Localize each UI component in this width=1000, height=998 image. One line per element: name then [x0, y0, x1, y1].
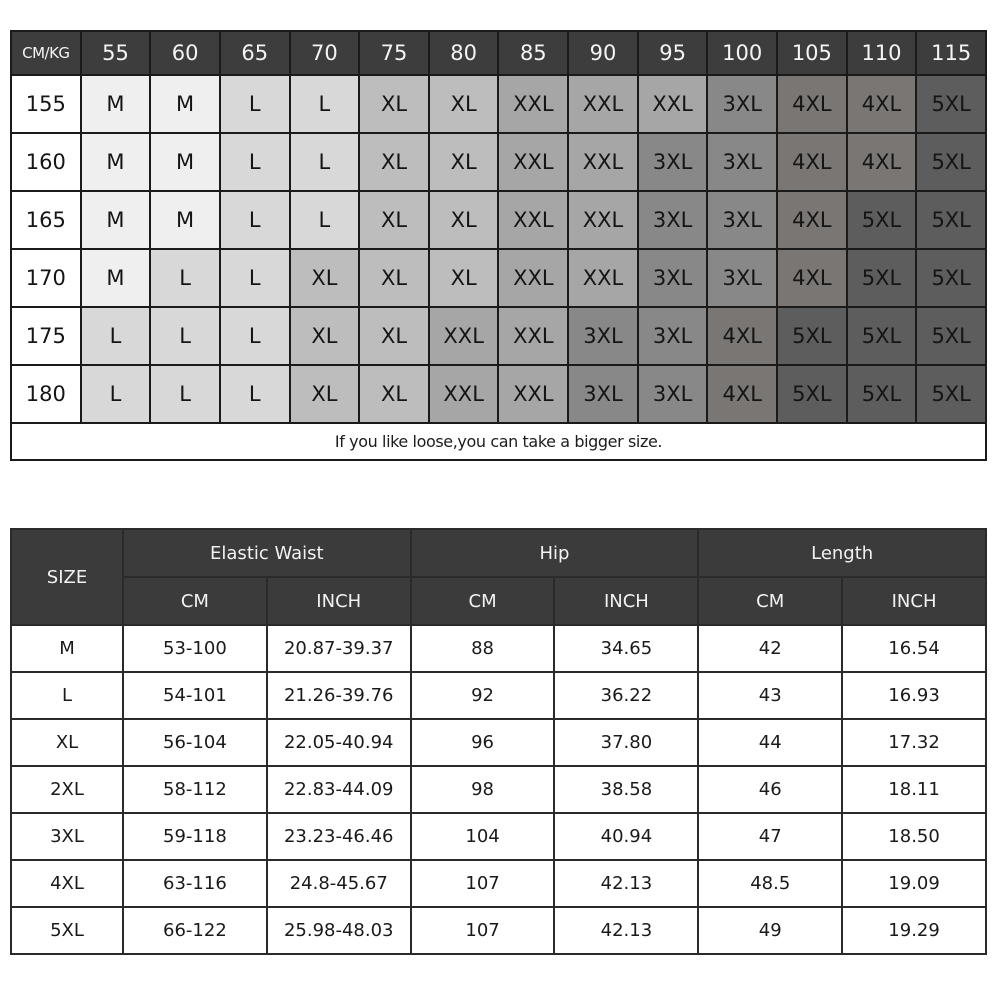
- size-cell: L: [290, 133, 360, 191]
- measurement-cell: 63-116: [123, 860, 267, 907]
- weight-column-header: 90: [568, 31, 638, 75]
- measurement-cell: 20.87-39.37: [267, 625, 411, 672]
- size-label: 4XL: [11, 860, 123, 907]
- measurement-cell: 44: [698, 719, 842, 766]
- size-cell: XL: [290, 307, 360, 365]
- size-cell: 3XL: [568, 307, 638, 365]
- size-cell: M: [81, 75, 151, 133]
- weight-column-header: 60: [150, 31, 220, 75]
- size-cell: L: [220, 133, 290, 191]
- size-cell: M: [81, 133, 151, 191]
- measurement-cell: 92: [411, 672, 555, 719]
- height-row: [11, 191, 986, 249]
- weight-column-header: 105: [777, 31, 847, 75]
- height-weight-size-chart: [10, 30, 987, 461]
- measurement-cell: 48.5: [698, 860, 842, 907]
- unit-header: CM: [123, 577, 267, 625]
- size-cell: XXL: [568, 249, 638, 307]
- measurement-cell: 53-100: [123, 625, 267, 672]
- corner-label: CM/KG: [11, 31, 81, 75]
- size-cell: 4XL: [707, 365, 777, 423]
- height-label: 170: [11, 249, 81, 307]
- height-row: [11, 133, 986, 191]
- size-cell: 4XL: [847, 133, 917, 191]
- measurement-cell: 104: [411, 813, 555, 860]
- sizing-note: If you like loose,you can take a bigger size.: [11, 423, 986, 460]
- measurement-cell: 88: [411, 625, 555, 672]
- size-cell: 3XL: [707, 191, 777, 249]
- size-cell: 5XL: [916, 365, 986, 423]
- size-cell: 3XL: [707, 133, 777, 191]
- unit-header: INCH: [842, 577, 986, 625]
- size-cell: M: [81, 191, 151, 249]
- measurement-cell: 18.11: [842, 766, 986, 813]
- size-cell: 3XL: [707, 75, 777, 133]
- measurement-cell: 42: [698, 625, 842, 672]
- measurement-cell: 24.8-45.67: [267, 860, 411, 907]
- measurement-cell: 36.22: [554, 672, 698, 719]
- size-cell: M: [150, 191, 220, 249]
- size-row: [11, 625, 986, 672]
- size-cell: L: [290, 191, 360, 249]
- size-cell: 3XL: [707, 249, 777, 307]
- measurement-cell: 96: [411, 719, 555, 766]
- size-cell: XL: [359, 365, 429, 423]
- measurement-cell: 46: [698, 766, 842, 813]
- size-cell: L: [290, 75, 360, 133]
- size-cell: 3XL: [638, 191, 708, 249]
- size-cell: XXL: [498, 191, 568, 249]
- measurement-cell: 22.05-40.94: [267, 719, 411, 766]
- measurement-cell: 43: [698, 672, 842, 719]
- elastic-waist-header: Elastic Waist: [123, 529, 411, 577]
- size-row: [11, 719, 986, 766]
- size-cell: XL: [290, 365, 360, 423]
- size-cell: XXL: [498, 75, 568, 133]
- height-row: [11, 249, 986, 307]
- size-label: M: [11, 625, 123, 672]
- size-cell: XL: [429, 191, 499, 249]
- measurement-cell: 23.23-46.46: [267, 813, 411, 860]
- measurement-cell: 25.98-48.03: [267, 907, 411, 954]
- measurement-cell: 19.29: [842, 907, 986, 954]
- height-label: 160: [11, 133, 81, 191]
- size-cell: 4XL: [847, 75, 917, 133]
- size-cell: 5XL: [847, 365, 917, 423]
- size-cell: XL: [359, 75, 429, 133]
- size-cell: 5XL: [916, 249, 986, 307]
- size-cell: 3XL: [568, 365, 638, 423]
- weight-column-header: 80: [429, 31, 499, 75]
- measurement-cell: 37.80: [554, 719, 698, 766]
- measurement-cell: 107: [411, 860, 555, 907]
- size-cell: M: [150, 133, 220, 191]
- size-cell: 4XL: [777, 249, 847, 307]
- size-cell: L: [220, 307, 290, 365]
- height-label: 155: [11, 75, 81, 133]
- size-cell: 5XL: [916, 191, 986, 249]
- size-row: [11, 672, 986, 719]
- measurement-cell: 59-118: [123, 813, 267, 860]
- size-cell: 5XL: [916, 133, 986, 191]
- measurement-cell: 22.83-44.09: [267, 766, 411, 813]
- measurement-cell: 66-122: [123, 907, 267, 954]
- measurement-cell: 16.93: [842, 672, 986, 719]
- note-row: [11, 423, 986, 460]
- size-cell: XXL: [498, 365, 568, 423]
- size-cell: L: [150, 365, 220, 423]
- size-cell: 3XL: [638, 365, 708, 423]
- size-cell: 4XL: [777, 191, 847, 249]
- size-cell: 3XL: [638, 133, 708, 191]
- size-cell: XL: [359, 249, 429, 307]
- size-cell: 4XL: [777, 133, 847, 191]
- weight-column-header: 65: [220, 31, 290, 75]
- size-cell: 5XL: [847, 191, 917, 249]
- height-row: [11, 365, 986, 423]
- size-cell: 5XL: [916, 307, 986, 365]
- measurement-cell: 58-112: [123, 766, 267, 813]
- size-label: 5XL: [11, 907, 123, 954]
- size-cell: 5XL: [916, 75, 986, 133]
- size-cell: XL: [429, 249, 499, 307]
- size-label: 2XL: [11, 766, 123, 813]
- size-cell: L: [220, 249, 290, 307]
- size-cell: XL: [429, 75, 499, 133]
- size-cell: XL: [290, 249, 360, 307]
- hip-header: Hip: [411, 529, 699, 577]
- height-label: 180: [11, 365, 81, 423]
- size-cell: L: [150, 307, 220, 365]
- size-cell: L: [81, 307, 151, 365]
- measurement-cell: 40.94: [554, 813, 698, 860]
- unit-header: INCH: [554, 577, 698, 625]
- size-row: [11, 907, 986, 954]
- measurement-cell: 19.09: [842, 860, 986, 907]
- size-cell: 3XL: [638, 307, 708, 365]
- size-label: L: [11, 672, 123, 719]
- size-cell: 4XL: [707, 307, 777, 365]
- size-row: [11, 813, 986, 860]
- size-cell: XXL: [568, 133, 638, 191]
- measurement-cell: 42.13: [554, 907, 698, 954]
- weight-column-header: 55: [81, 31, 151, 75]
- height-label: 165: [11, 191, 81, 249]
- measurement-cell: 47: [698, 813, 842, 860]
- size-cell: XL: [359, 307, 429, 365]
- weight-column-header: 100: [707, 31, 777, 75]
- size-cell: L: [220, 191, 290, 249]
- measurement-cell: 21.26-39.76: [267, 672, 411, 719]
- height-label: 175: [11, 307, 81, 365]
- size-cell: L: [81, 365, 151, 423]
- size-cell: L: [150, 249, 220, 307]
- measurement-cell: 18.50: [842, 813, 986, 860]
- size-cell: L: [220, 75, 290, 133]
- size-cell: XL: [359, 133, 429, 191]
- unit-header: INCH: [267, 577, 411, 625]
- size-cell: XL: [429, 133, 499, 191]
- size-cell: 5XL: [777, 365, 847, 423]
- measurement-cell: 42.13: [554, 860, 698, 907]
- size-cell: 5XL: [847, 307, 917, 365]
- measurement-cell: 107: [411, 907, 555, 954]
- measurement-cell: 54-101: [123, 672, 267, 719]
- weight-header-row: [11, 31, 986, 75]
- size-cell: 4XL: [777, 75, 847, 133]
- size-cell: M: [81, 249, 151, 307]
- measurement-cell: 98: [411, 766, 555, 813]
- size-cell: XXL: [498, 133, 568, 191]
- measurement-cell: 17.32: [842, 719, 986, 766]
- size-cell: XXL: [568, 191, 638, 249]
- size-label: 3XL: [11, 813, 123, 860]
- size-row: [11, 766, 986, 813]
- weight-column-header: 110: [847, 31, 917, 75]
- measurement-cell: 49: [698, 907, 842, 954]
- size-cell: XXL: [638, 75, 708, 133]
- size-cell: M: [150, 75, 220, 133]
- measurement-cell: 34.65: [554, 625, 698, 672]
- height-row: [11, 307, 986, 365]
- measurement-cell: 38.58: [554, 766, 698, 813]
- size-cell: XL: [359, 191, 429, 249]
- weight-column-header: 115: [916, 31, 986, 75]
- height-row: [11, 75, 986, 133]
- size-cell: XXL: [498, 307, 568, 365]
- size-cell: 5XL: [777, 307, 847, 365]
- size-cell: 5XL: [847, 249, 917, 307]
- unit-header: CM: [698, 577, 842, 625]
- weight-column-header: 95: [638, 31, 708, 75]
- size-label: XL: [11, 719, 123, 766]
- size-cell: XXL: [429, 365, 499, 423]
- size-cell: XXL: [429, 307, 499, 365]
- size-cell: 3XL: [638, 249, 708, 307]
- weight-column-header: 75: [359, 31, 429, 75]
- measurement-cell: 56-104: [123, 719, 267, 766]
- size-cell: L: [220, 365, 290, 423]
- unit-header-row: [11, 577, 986, 625]
- size-cell: XXL: [498, 249, 568, 307]
- unit-header: CM: [411, 577, 555, 625]
- measurement-chart: [10, 528, 987, 955]
- length-header: Length: [698, 529, 986, 577]
- group-header-row: [11, 529, 986, 577]
- measurement-cell: 16.54: [842, 625, 986, 672]
- size-row: [11, 860, 986, 907]
- weight-column-header: 70: [290, 31, 360, 75]
- weight-column-header: 85: [498, 31, 568, 75]
- size-header: SIZE: [11, 529, 123, 625]
- size-cell: XXL: [568, 75, 638, 133]
